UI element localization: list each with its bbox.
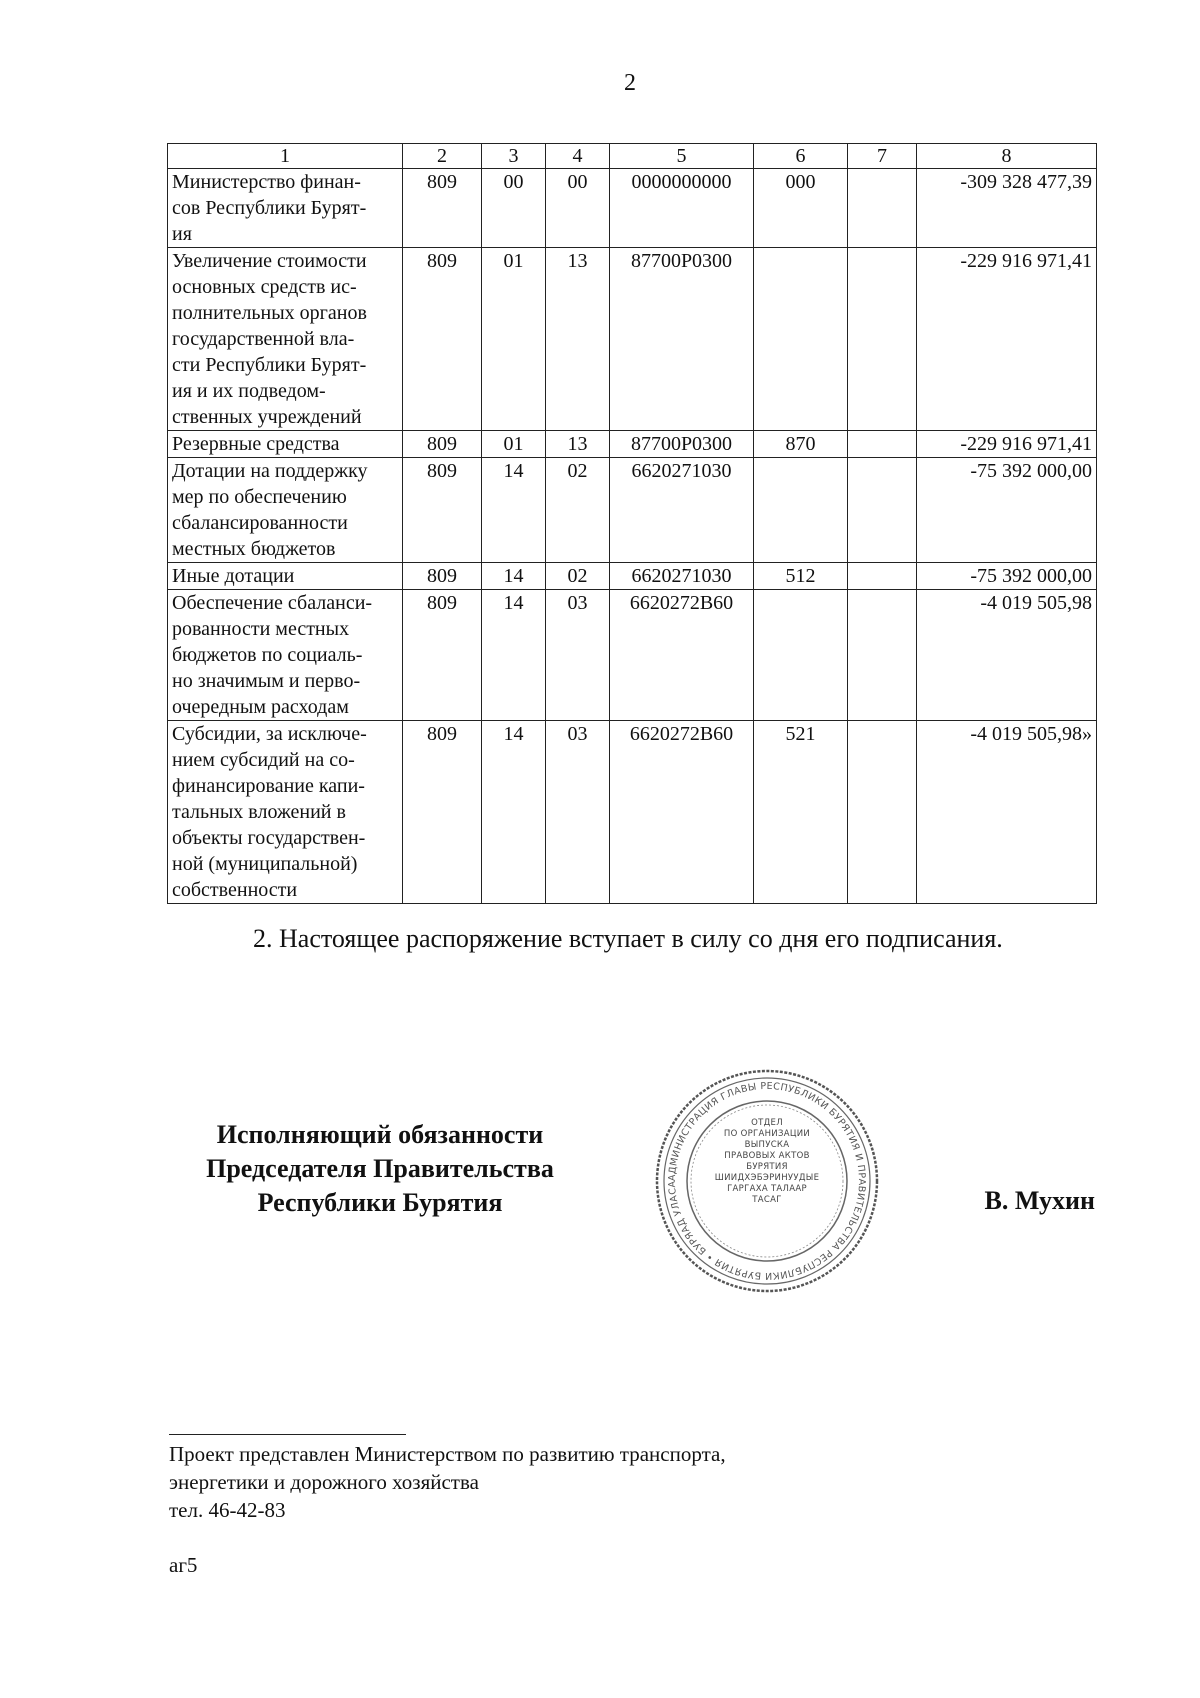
subsection-cell: 13 xyxy=(546,248,610,431)
table-header-row xyxy=(168,144,1097,169)
section-cell: 01 xyxy=(482,431,546,458)
expense-type-cell: 000 xyxy=(754,169,848,248)
expense-type-cell xyxy=(754,248,848,431)
amount-cell: -4 019 505,98 xyxy=(917,590,1097,721)
seal-text-line: ШИИДХЭБЭРИНУУДЫЕ xyxy=(714,1173,820,1183)
row-name-cell: Министерство финан- сов Республики Бурят- ия xyxy=(168,169,403,248)
seal-text-line: ТАСАГ xyxy=(752,1195,782,1205)
document-ref-code: аг5 xyxy=(169,1553,198,1577)
amount-cell: -229 916 971,41 xyxy=(917,431,1097,458)
target-article-cell: 6620271030 xyxy=(610,458,754,563)
signatory-title xyxy=(160,1118,600,1220)
subsection-cell: 03 xyxy=(546,590,610,721)
budget-table xyxy=(167,143,1097,904)
footnote-line: тел. 46-42-83 xyxy=(169,1498,286,1522)
subsection-cell: 13 xyxy=(546,431,610,458)
table-body xyxy=(168,169,1097,904)
section-cell: 14 xyxy=(482,590,546,721)
amount-cell: -75 392 000,00 xyxy=(917,458,1097,563)
amount-cell: -75 392 000,00 xyxy=(917,563,1097,590)
table-row xyxy=(168,458,1097,563)
ministry-code-cell: 809 xyxy=(403,458,482,563)
seal-text-line: ПО ОРГАНИЗАЦИИ xyxy=(723,1129,811,1139)
ministry-code-cell: 809 xyxy=(403,590,482,721)
column-header: 1 xyxy=(168,144,403,169)
ministry-code-cell: 809 xyxy=(403,248,482,431)
column-header: 3 xyxy=(482,144,546,169)
subsection-cell: 03 xyxy=(546,721,610,904)
column-7-cell xyxy=(848,458,917,563)
expense-type-cell: 512 xyxy=(754,563,848,590)
column-7-cell xyxy=(848,248,917,431)
column-header: 8 xyxy=(917,144,1097,169)
column-header: 5 xyxy=(610,144,754,169)
page-number: 2 xyxy=(624,70,636,96)
table-row xyxy=(168,169,1097,248)
signatory-name: В. Мухин xyxy=(984,1186,1095,1215)
footnote-line: энергетики и дорожного хозяйства xyxy=(169,1470,479,1494)
section-cell: 14 xyxy=(482,563,546,590)
column-header: 4 xyxy=(546,144,610,169)
target-article-cell: 6620272B60 xyxy=(610,721,754,904)
row-name-cell: Увеличение стоимости основных средств ис- полнительных органов государственной вла- сти Республики Бурят- ия и их подведом- ственных учреждений xyxy=(168,248,403,431)
table-row xyxy=(168,721,1097,904)
table-row xyxy=(168,248,1097,431)
expense-type-cell: 870 xyxy=(754,431,848,458)
amount-cell: -4 019 505,98» xyxy=(917,721,1097,904)
column-7-cell xyxy=(848,590,917,721)
target-article-cell: 6620272B60 xyxy=(610,590,754,721)
column-7-cell xyxy=(848,169,917,248)
column-7-cell xyxy=(848,563,917,590)
effective-date-paragraph: 2. Настоящее распоряжение вступает в силу со дня его подписания. xyxy=(253,924,1003,953)
section-cell: 14 xyxy=(482,721,546,904)
ministry-code-cell: 809 xyxy=(403,563,482,590)
target-article-cell: 6620271030 xyxy=(610,563,754,590)
row-name-cell: Резервные средства xyxy=(168,431,403,458)
target-article-cell: 87700P0300 xyxy=(610,431,754,458)
seal-text-line: ГАРГАХА ТАЛААР xyxy=(727,1184,807,1194)
column-7-cell xyxy=(848,721,917,904)
footnote-divider xyxy=(169,1434,406,1435)
signatory-title-line: Республики Бурятия xyxy=(257,1188,503,1217)
section-cell: 01 xyxy=(482,248,546,431)
row-name-cell: Обеспечение сбаланси- рованности местных бюджетов по социаль- но значимым и перво- очередным расходам xyxy=(168,590,403,721)
seal-text-line: ПРАВОВЫХ АКТОВ xyxy=(724,1151,810,1161)
signatory-title-line: Исполняющий обязанности xyxy=(216,1120,544,1149)
amount-cell: -309 328 477,39 xyxy=(917,169,1097,248)
section-cell: 00 xyxy=(482,169,546,248)
column-header: 7 xyxy=(848,144,917,169)
seal-text-line: БУРЯТИЯ xyxy=(746,1162,788,1172)
expense-type-cell xyxy=(754,458,848,563)
ministry-code-cell: 809 xyxy=(403,721,482,904)
amount-cell: -229 916 971,41 xyxy=(917,248,1097,431)
subsection-cell: 02 xyxy=(546,458,610,563)
signatory-title-line: Председателя Правительства xyxy=(206,1154,554,1183)
seal-center-text xyxy=(690,1118,844,1206)
column-header: 6 xyxy=(754,144,848,169)
seal-text-line: ОТДЕЛ xyxy=(751,1118,783,1128)
table-row xyxy=(168,431,1097,458)
official-seal xyxy=(652,1066,882,1296)
subsection-cell: 00 xyxy=(546,169,610,248)
expense-type-cell: 521 xyxy=(754,721,848,904)
column-header: 2 xyxy=(403,144,482,169)
target-article-cell: 87700P0300 xyxy=(610,248,754,431)
footnote xyxy=(169,1440,726,1524)
row-name-cell: Дотации на поддержку мер по обеспечению сбалансированности местных бюджетов xyxy=(168,458,403,563)
seal-text-line: ВЫПУСКА xyxy=(744,1140,790,1150)
expense-type-cell xyxy=(754,590,848,721)
column-7-cell xyxy=(848,431,917,458)
target-article-cell: 0000000000 xyxy=(610,169,754,248)
ministry-code-cell: 809 xyxy=(403,169,482,248)
section-cell: 14 xyxy=(482,458,546,563)
ministry-code-cell: 809 xyxy=(403,431,482,458)
subsection-cell: 02 xyxy=(546,563,610,590)
row-name-cell: Субсидии, за исключе- нием субсидий на со- финансирование капи- тальных вложений в объекты государствен- ной (муниципальной) собственности xyxy=(168,721,403,904)
footnote-line: Проект представлен Министерством по развитию транспорта, xyxy=(169,1442,726,1466)
seal-ring-text: АДМИНИСТРАЦИЯ ГЛАВЫ РЕСПУБЛИКИ БУРЯТИЯ И ПРАВИТЕЛЬСТВА РЕСПУБЛИКИ БУРЯТИЯ • БУРЯАД УЛАСА xyxy=(666,1080,868,1282)
table-row xyxy=(168,590,1097,721)
table-row xyxy=(168,563,1097,590)
row-name-cell: Иные дотации xyxy=(168,563,403,590)
